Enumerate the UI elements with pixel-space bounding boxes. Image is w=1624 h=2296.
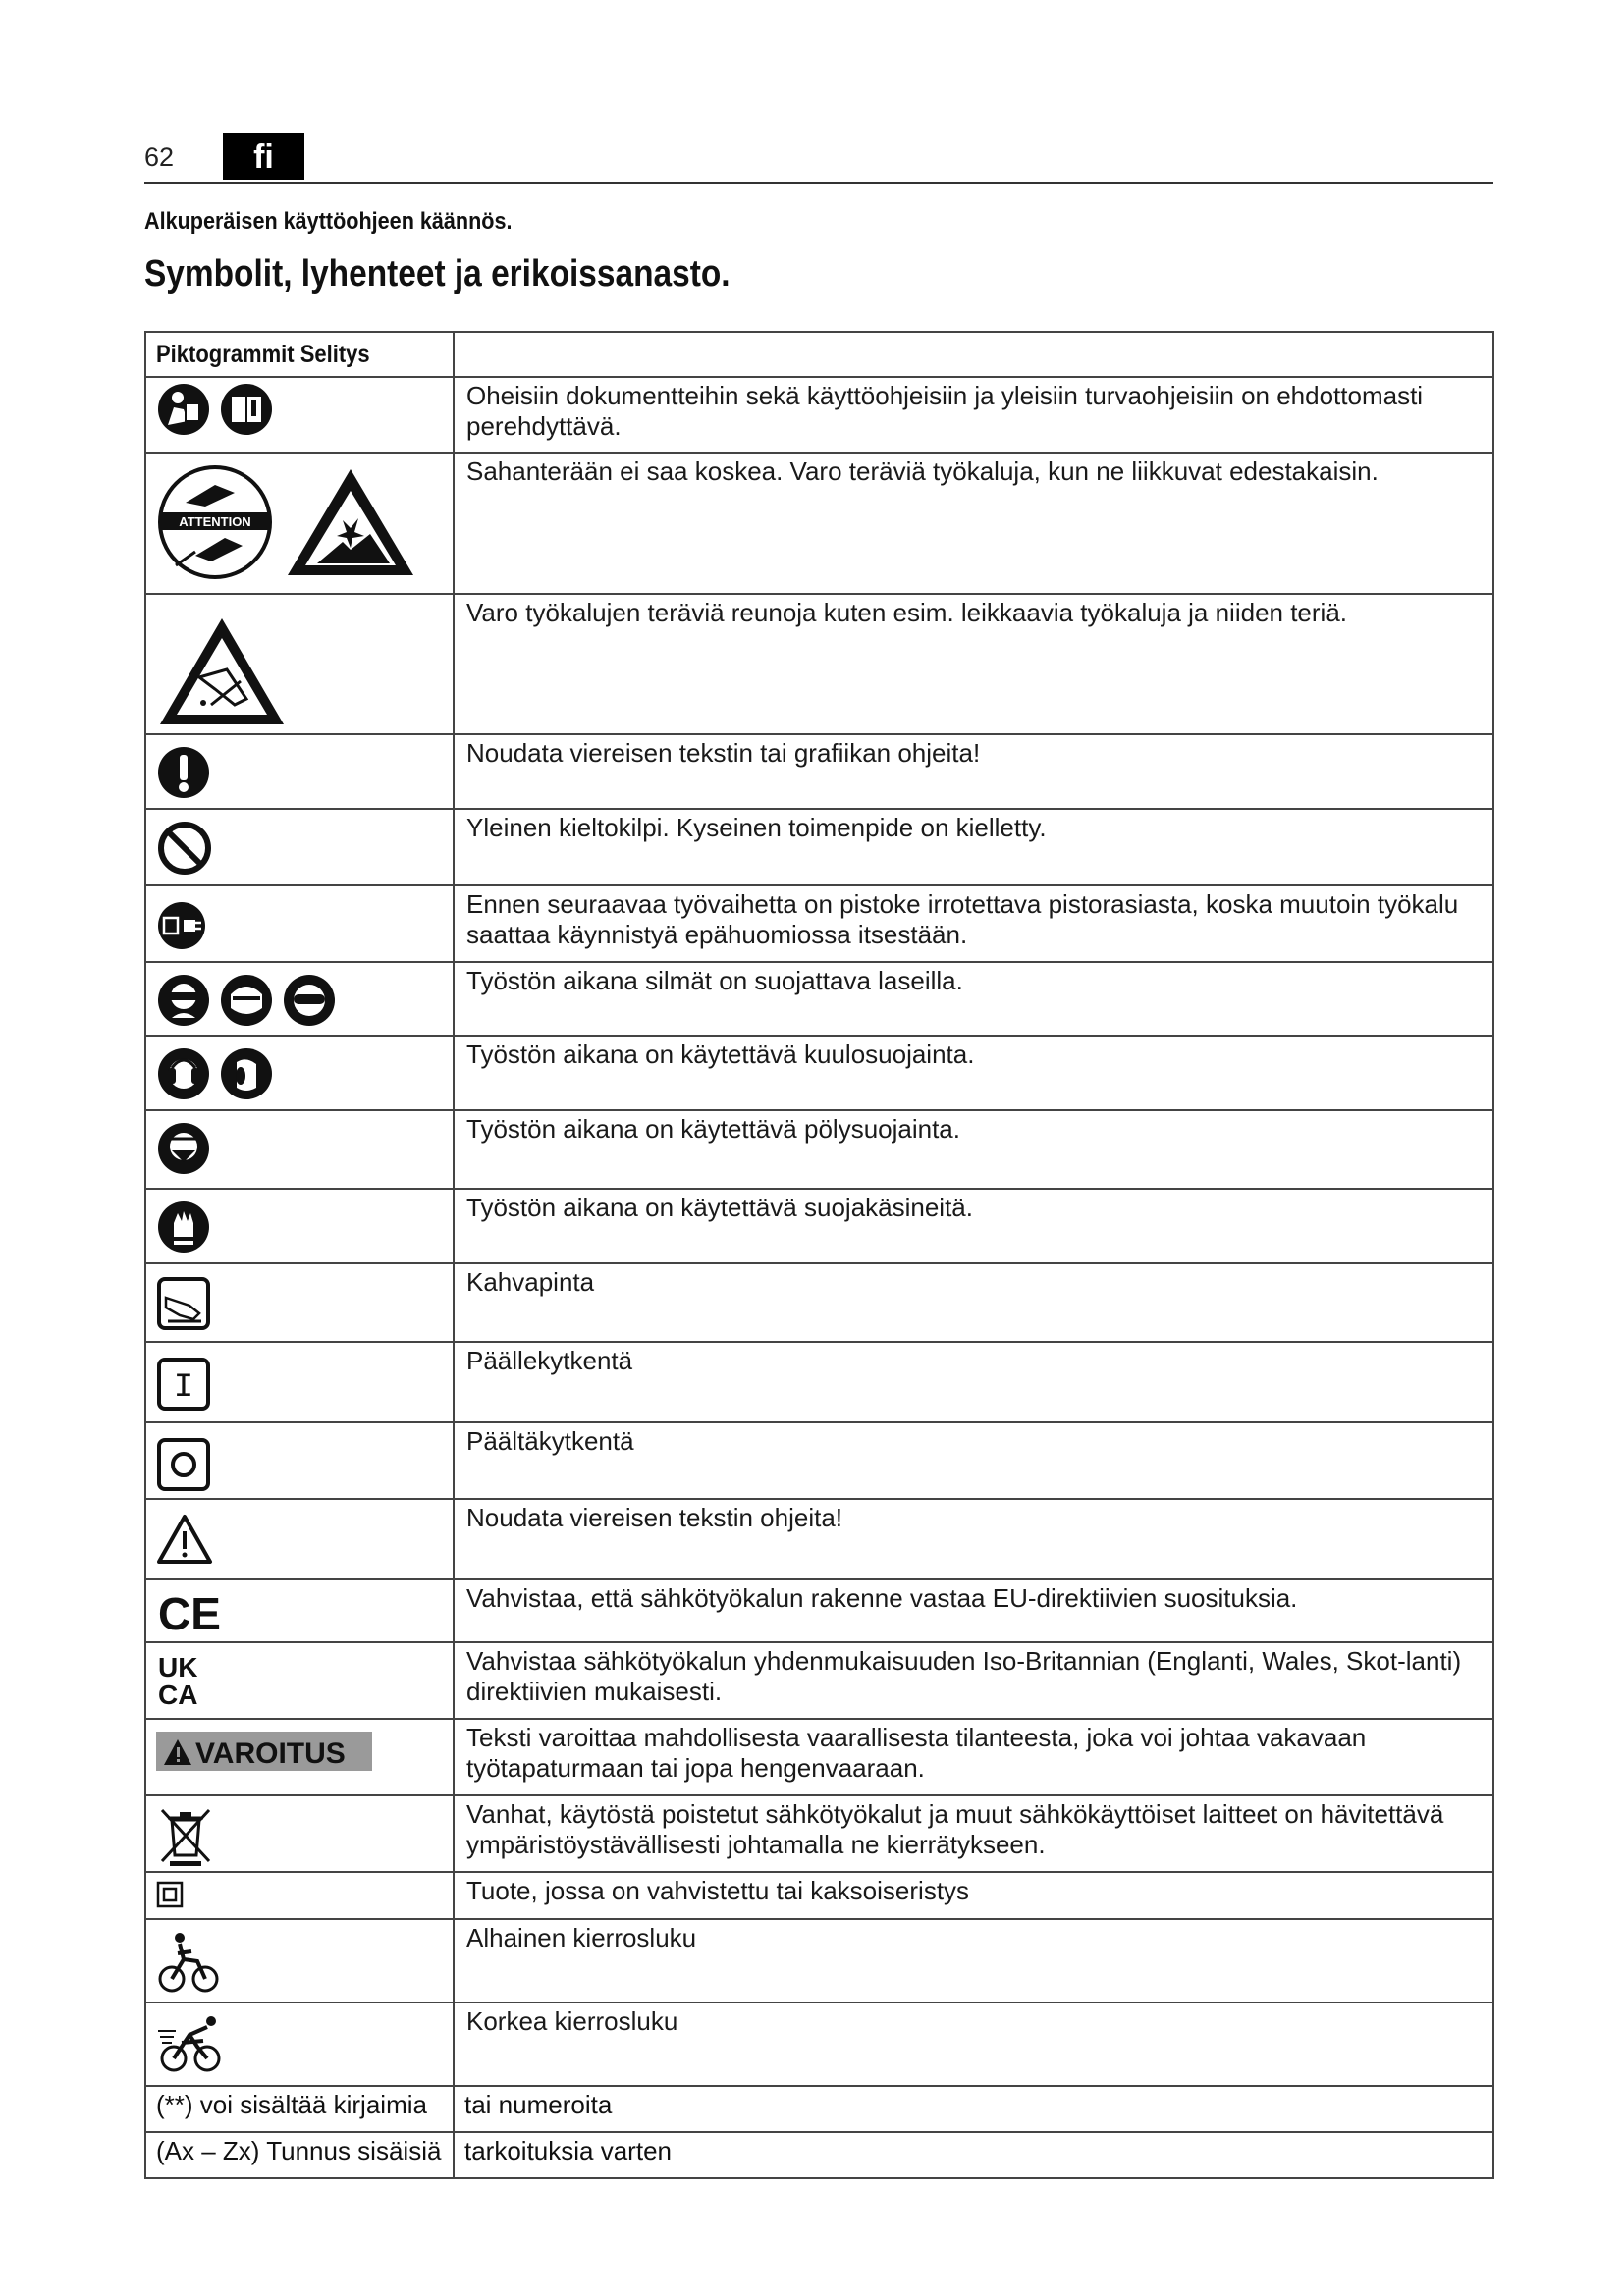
table-row bbox=[145, 1872, 1493, 1919]
page-number: 62 bbox=[144, 142, 175, 172]
table-row bbox=[145, 2002, 1493, 2086]
svg-text:I: I bbox=[173, 1369, 194, 1407]
ear-protection-icon bbox=[156, 1046, 211, 1101]
table-row bbox=[145, 809, 1493, 885]
table-row bbox=[145, 1642, 1493, 1719]
prohibition-icon bbox=[156, 820, 213, 877]
table-row bbox=[145, 1189, 1493, 1263]
fast-cyclist-icon bbox=[156, 2013, 229, 2074]
table-row bbox=[145, 962, 1493, 1036]
warning-triangle-icon bbox=[156, 1514, 213, 1565]
read-manual-icon bbox=[156, 382, 211, 437]
grip-surface-icon bbox=[156, 1276, 211, 1331]
row-description: Varo työkalujen teräviä reunoja kuten esim. leikkaavia työkaluja ja niiden teriä. bbox=[454, 594, 1493, 734]
weee-bin-icon bbox=[156, 1804, 215, 1867]
footnote-left: (Ax – Zx) Tunnus sisäisiä bbox=[145, 2132, 454, 2178]
table-row bbox=[145, 1110, 1493, 1189]
info-book-icon bbox=[219, 382, 274, 437]
dust-mask-icon bbox=[156, 1121, 211, 1176]
table-header-row bbox=[145, 332, 1493, 377]
row-description: Vanhat, käytöstä poistetut sähkötyökalut ja muut sähkökäyttöiset laitteet on hävitettävä ympäristöystävällisesti johtamalla ne kierrätykseen. bbox=[454, 1795, 1493, 1872]
page-header bbox=[144, 133, 1493, 184]
footnote-right: tai numeroita bbox=[454, 2086, 1493, 2132]
svg-text:ATTENTION: ATTENTION bbox=[179, 514, 251, 529]
row-description: Työstön aikana on käytettävä kuulosuojainta. bbox=[454, 1036, 1493, 1110]
document-subtitle: Alkuperäisen käyttöohjeen käännös. bbox=[144, 208, 513, 235]
varoitus-label-icon bbox=[156, 1730, 372, 1773]
ukca-mark-icon bbox=[156, 1651, 211, 1710]
svg-text:VAROITUS: VAROITUS bbox=[195, 1737, 346, 1770]
footnote-right: tarkoituksia varten bbox=[454, 2132, 1493, 2178]
row-description: Päältäkytkentä bbox=[454, 1422, 1493, 1499]
table-row bbox=[145, 1036, 1493, 1110]
row-description: Oheisiin dokumentteihin sekä käyttöohjeisiin ja yleisiin turvaohjeisiin on ehdottomasti perehdyttävä. bbox=[454, 377, 1493, 453]
slow-cyclist-icon bbox=[156, 1930, 221, 1995]
off-switch-icon bbox=[156, 1437, 211, 1492]
row-description: Noudata viereisen tekstin ohjeita! bbox=[454, 1499, 1493, 1579]
row-description: Kahvapinta bbox=[454, 1263, 1493, 1342]
table-header: Piktogrammit Selitys bbox=[145, 332, 454, 377]
table-row bbox=[145, 1579, 1493, 1642]
row-description: Työstön aikana silmät on suojattava laseilla. bbox=[454, 962, 1493, 1036]
symbols-table bbox=[144, 331, 1494, 2179]
row-description: Työstön aikana on käytettävä pölysuojainta. bbox=[454, 1110, 1493, 1189]
face-shield-icon bbox=[219, 973, 274, 1028]
page-title: Symbolit, lyhenteet ja erikoissanasto. bbox=[144, 253, 731, 294]
table-row bbox=[145, 1795, 1493, 1872]
row-description: Vahvistaa, että sähkötyökalun rakenne vastaa EU-direktiivien suosituksia. bbox=[454, 1579, 1493, 1642]
row-description: Alhainen kierrosluku bbox=[454, 1919, 1493, 2002]
table-row bbox=[145, 377, 1493, 453]
ce-mark-icon bbox=[156, 1588, 225, 1637]
warning-sharp-edges-icon bbox=[156, 614, 288, 728]
table-row bbox=[145, 1342, 1493, 1422]
table-row bbox=[145, 594, 1493, 734]
row-description: Noudata viereisen tekstin tai grafiikan ohjeita! bbox=[454, 734, 1493, 809]
language-badge: fi bbox=[223, 133, 304, 180]
double-insulation-icon bbox=[156, 1881, 184, 1908]
eye-protection-icon bbox=[156, 973, 211, 1028]
row-description: Tuote, jossa on vahvistettu tai kaksoiseristys bbox=[454, 1872, 1493, 1919]
table-row bbox=[145, 453, 1493, 594]
footnote-row bbox=[145, 2086, 1493, 2132]
attention-saw-blade-icon bbox=[156, 463, 274, 581]
goggles-icon bbox=[282, 973, 337, 1028]
ear-muffs-icon bbox=[219, 1046, 274, 1101]
row-description: Teksti varoittaa mahdollisesta vaarallisesta tilanteesta, joka voi johtaa vakavaan työtapaturmaan tai jopa hengenvaaraan. bbox=[454, 1719, 1493, 1795]
row-description: Korkea kierrosluku bbox=[454, 2002, 1493, 2086]
row-description: Sahanterään ei saa koskea. Varo teräviä työkaluja, kun ne liikkuvat edestakaisin. bbox=[454, 453, 1493, 594]
footnote-row bbox=[145, 2132, 1493, 2178]
table-row bbox=[145, 1719, 1493, 1795]
svg-text:CA: CA bbox=[158, 1680, 198, 1710]
table-row bbox=[145, 1499, 1493, 1579]
row-description: Ennen seuraavaa työvaihetta on pistoke irrotettava pistorasiasta, koska muutoin työkalu saattaa käynnistyä epähuomiossa itsestään. bbox=[454, 885, 1493, 962]
table-row bbox=[145, 1919, 1493, 2002]
on-switch-icon bbox=[156, 1357, 211, 1412]
svg-text:UK: UK bbox=[158, 1652, 198, 1682]
gloves-icon bbox=[156, 1200, 211, 1255]
row-description: Yleinen kieltokilpi. Kyseinen toimenpide on kielletty. bbox=[454, 809, 1493, 885]
table-row bbox=[145, 734, 1493, 809]
exclamation-mandatory-icon bbox=[156, 745, 211, 800]
table-row bbox=[145, 885, 1493, 962]
table-row bbox=[145, 1422, 1493, 1499]
svg-text:CE: CE bbox=[158, 1588, 221, 1637]
unplug-icon bbox=[156, 900, 207, 951]
row-description: Päällekytkentä bbox=[454, 1342, 1493, 1422]
footnote-left: (**) voi sisältää kirjaimia bbox=[145, 2086, 454, 2132]
table-row bbox=[145, 1263, 1493, 1342]
warning-blade-triangle-icon bbox=[282, 463, 419, 581]
row-description: Vahvistaa sähkötyökalun yhdenmukaisuuden Iso-Britannian (Englanti, Wales, Skot-lanti) direktiivien mukaisesti. bbox=[454, 1642, 1493, 1719]
row-description: Työstön aikana on käytettävä suojakäsineitä. bbox=[454, 1189, 1493, 1263]
